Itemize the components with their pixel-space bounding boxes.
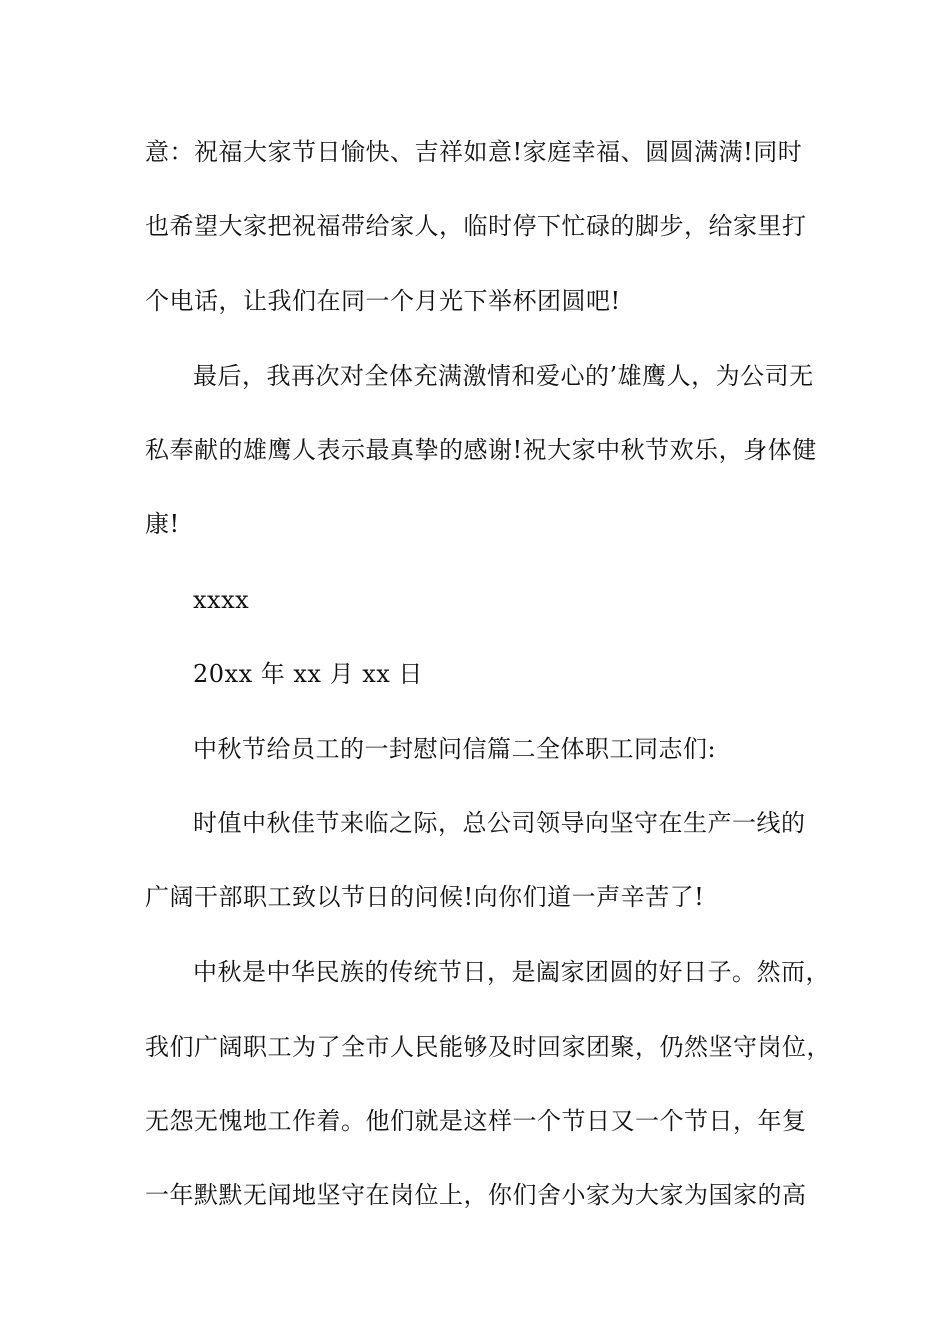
text-line-6: 康! <box>145 510 180 538</box>
text-line-14: 无怨无愧地工作着。他们就是这样一个节日又一个节日，年复 <box>145 1107 807 1135</box>
text-line-15: 一年默默无闻地坚守在岗位上，你们舍小家为大家为国家的高 <box>145 1181 807 1209</box>
text-line-10: 时值中秋佳节来临之际，总公司领导向坚守在生产一线的 <box>193 809 806 837</box>
text-line-11: 广阔干部职工致以节日的问候!向你们道一声辛苦了! <box>145 883 705 911</box>
text-line-12: 中秋是中华民族的传统节日，是阖家团圆的好日子。然而， <box>193 958 830 986</box>
text-line-4: 最后，我再次对全体充满激情和爱心的’雄鹰人，为公司无 <box>193 362 814 390</box>
text-line-2: 也希望大家把祝福带给家人，临时停下忙碌的脚步，给家里打 <box>145 212 807 240</box>
text-line-1: 意：祝福大家节日愉快、吉祥如意!家庭幸福、圆圆满满!同时 <box>145 138 803 166</box>
text-line-13: 我们广阔职工为了全市人民能够及时回家团聚，仍然坚守岗位， <box>145 1033 831 1061</box>
text-line-5: 私奉献的雄鹰人表示最真挚的感谢!祝大家中秋节欢乐，身体健 <box>145 436 817 464</box>
letter-heading: 中秋节给员工的一封慰问信篇二全体职工同志们: <box>193 735 717 763</box>
signature-name: xxxx <box>193 586 250 614</box>
signature-date: 20xx 年 xx 月 xx 日 <box>193 660 423 688</box>
text-line-3: 个电话，让我们在同一个月光下举杯团圆吧! <box>145 287 621 315</box>
